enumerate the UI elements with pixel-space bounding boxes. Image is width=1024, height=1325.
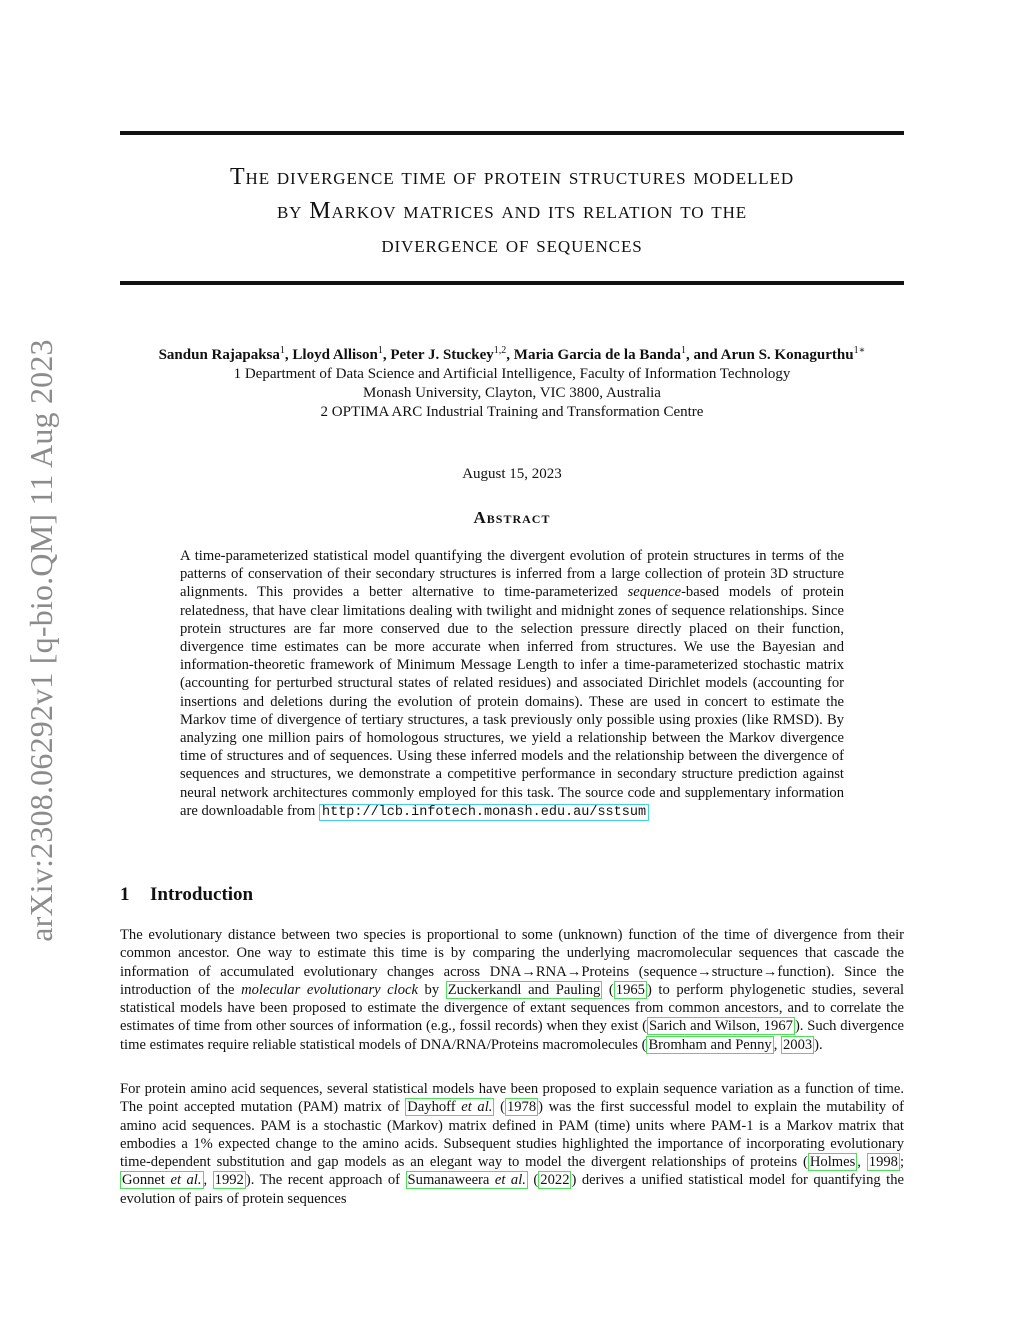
- affiliation-line: Monash University, Clayton, VIC 3800, Australia: [363, 385, 661, 401]
- author-name: Lloyd Allison: [292, 347, 378, 363]
- title-line-1: The divergence time of protein structures modelled: [229, 164, 795, 190]
- abstract-heading: Abstract: [473, 508, 551, 527]
- abstract-text: A time-parameterized statistical model quantifying the divergent evolution of protein structures in terms of the patterns of conservation of their secondary structures is inferred from a large collection of protein 3D structure alignments. This provides a better alternative to time-parameterized sequence-based models of protein relatedness, that have clear limitations dealing with twilight and midnight zones of sequence relationships. Since protein structures are far more conserved due to the selection pressure directly placed on their function, divergence time estimates can be more accurate when inferred from structures. We use the Bayesian and information-theoretic framework of Minimum Message Length to infer a time-parameterized stochastic matrix (accounting for perturbed structural states of related residues) and associated Dirichlet models (accounting for insertions and deletions during the evolution of protein domains). These are used in concert to estimate the Markov time of divergence of tertiary structures, a task previously only possible using proxies (like RMSD). By analyzing one million pairs of homologous structures, we yield a relationship between the Markov divergence time of structures and of sequences. Using these inferred models and the relationship between the divergence of sequences and structures, we demonstrate a competitive performance in secondary structure prediction against neural network architectures commonly employed for this task. The source code and supplementary information are downloadable from http://lcb.infotech.monash.edu.au/sstsum: [180, 548, 845, 820]
- title-line-3: divergence of sequences: [381, 232, 643, 258]
- author-affil-sup: 1: [279, 345, 285, 356]
- author-list: Sandun Rajapaksa$^1$, Lloyd Allison$^1$, Peter J. Stuckey$^{1,2}$, Maria Garcia de la Banda$^1$, and Arun S. Konagurthu$^{1∗}$: [158, 345, 866, 363]
- citation-link[interactable]: 1998: [868, 1154, 898, 1171]
- section-heading-introduction: [120, 884, 253, 906]
- affiliation-line: 1 Department of Data Science and Artificial Intelligence, Faculty of Information Technology: [233, 366, 791, 382]
- paper-date: August 15, 2023: [462, 466, 562, 482]
- arxiv-stamp: [10, 320, 72, 960]
- paper-title: [120, 160, 904, 262]
- intro-paragraph-2: For protein amino acid sequences, several statistical models have been proposed to explain sequence variation as a function of time. The point accepted mutation (PAM) matrix of Dayhoff et al. ( 1978 ) was the first successful model to explain the mutability of amino acid sequences. PAM is a stochastic (Markov) matrix defined in PAM (time) units where PAM-1 is a Markov matrix that embodies a 1% expected change to the amino acids. Subsequent studies highlighted the importance of incorporating evolutionary time-dependent substitution and gap models as an elegant way to model the divergent relationships of proteins ( Holmes , 1998 ; Gonnet et al. , 1992 ). The recent approach of Sumanaweera et al. ( 2022 ) derives a unified statistical model for quantifying the evolution of pairs of protein sequences: [120, 1081, 905, 1207]
- citation-link[interactable]: Dayhoff et al.: [407, 1099, 493, 1116]
- citation-link[interactable]: Zuckerkandl and Pauling: [447, 981, 601, 998]
- intro-paragraph-1: The evolutionary distance between two species is proportional to some (unknown) function of the time of divergence from their common ancestor. One way to estimate this time is by comparing the underlying macromolecular sequences that cascade the information of accumulated evolutionary changes across DNA→RNA→Proteins (sequence→structure→function). Since the introduction of the molecular evolutionary clock by Zuckerkandl and Pauling ( 1965 ) to perform phylogenetic studies, several statistical models have been proposed to estimate the divergence of extant sequences from common ancestors, and to correlate the estimates of time from other sources of information (e.g., fossil records) when they exist ( Sarich and Wilson, 1967 ). Such divergence time estimates require reliable statistical models of DNA/RNA/Proteins macromolecules ( Bromham and Penny , 2003 ).: [120, 927, 904, 1053]
- author-block: [120, 341, 904, 422]
- citation-link[interactable]: 1965: [615, 981, 645, 998]
- author-affil-sup: 1∗: [853, 345, 866, 356]
- citation-link[interactable]: Bromham and Penny: [648, 1036, 772, 1053]
- citation-link[interactable]: 2003: [782, 1036, 813, 1053]
- supplementary-url-link[interactable]: http://lcb.infotech.monash.edu.au/sstsum: [319, 804, 649, 821]
- citation-link[interactable]: Holmes: [809, 1154, 856, 1171]
- affiliation-line: 2 OPTIMA ARC Industrial Training and Transformation Centre: [320, 404, 704, 420]
- title-bottom-rule: [120, 281, 904, 285]
- author-name: Arun S. Konagurthu: [720, 347, 854, 363]
- citation-link[interactable]: 1978: [506, 1099, 537, 1116]
- author-name: Maria Garcia de la Banda: [513, 347, 682, 363]
- author-affil-sup: 1,2: [493, 345, 507, 356]
- arxiv-id: arXiv:2308.06292v1 [q-bio.QM] 11 Aug 2023: [22, 338, 59, 942]
- author-affil-sup: 1: [681, 345, 687, 356]
- section-number: 1: [120, 884, 130, 905]
- citation-link[interactable]: 1992: [214, 1172, 244, 1189]
- author-name: Peter J. Stuckey: [390, 347, 494, 363]
- author-affil-sup: 1: [377, 345, 383, 356]
- citation-link[interactable]: Gonnet et al.: [122, 1172, 202, 1189]
- citation-link[interactable]: 2022: [540, 1172, 570, 1189]
- title-line-2: by Markov matrices and its relation to the: [276, 198, 748, 224]
- citation-link[interactable]: Sarich and Wilson, 1967: [649, 1018, 793, 1035]
- title-top-rule: [120, 131, 904, 135]
- author-name: Sandun Rajapaksa: [158, 347, 280, 363]
- section-title: Introduction: [150, 884, 254, 905]
- citation-link[interactable]: Sumanaweera et al.: [407, 1172, 526, 1189]
